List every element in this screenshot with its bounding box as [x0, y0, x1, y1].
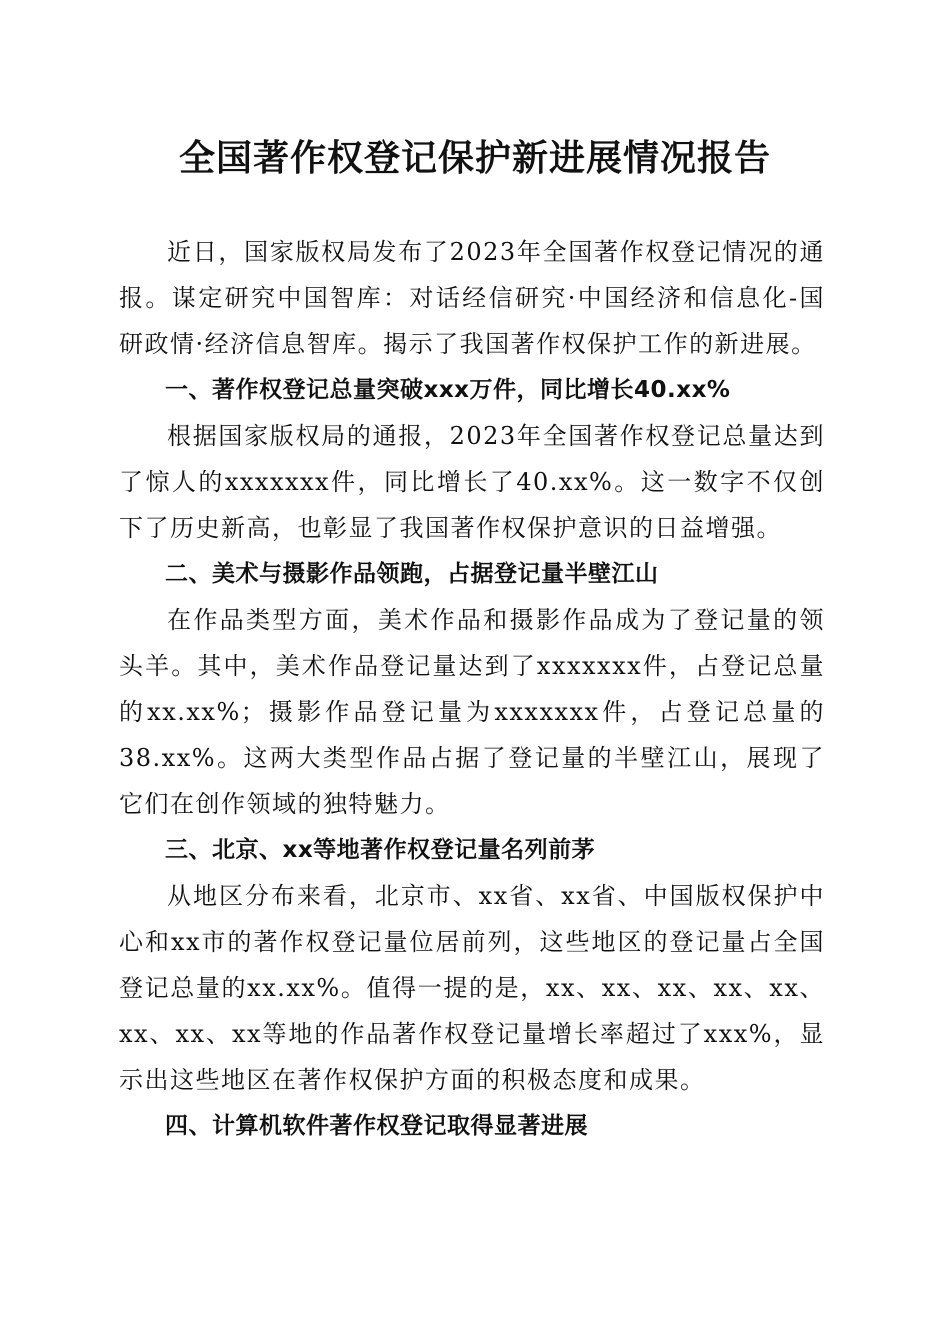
section-4-heading: 四、计算机软件著作权登记取得显著进展: [165, 1113, 588, 1139]
section-1-paragraph: 根据国家版权局的通报，2023年全国著作权登记总量达到了惊人的xxxxxxx件，同比增长了40.xx%。这一数字不仅创下了历史新高，也彰显了我国著作权保护意识的日益增强。: [119, 422, 825, 542]
document-body: [119, 229, 825, 1149]
intro-paragraph: 近日，国家版权局发布了2023年全国著作权登记情况的通报。谋定研究中国智库：对话经信研究·中国经济和信息化-国研政情·经济信息智库。揭示了我国著作权保护工作的新进展。: [119, 238, 825, 358]
section-3-heading: 三、北京、xx等地著作权登记量名列前茅: [165, 837, 596, 863]
section-1-heading: 一、著作权登记总量突破xxx万件，同比增长40.xx%: [165, 377, 731, 403]
document-title: 全国著作权登记保护新进展情况报告: [178, 137, 771, 179]
section-2-heading: 二、美术与摄影作品领跑，占据登记量半壁江山: [165, 561, 659, 587]
section-2-paragraph: 在作品类型方面，美术作品和摄影作品成为了登记量的领头羊。其中，美术作品登记量达到了xxxxxxx件，占登记总量的xx.xx%；摄影作品登记量为xxxxxxx件，占登记总量的38.xx%。这两大类型作品占据了登记量的半壁江山，展现了它们在创作领域的独特魅力。: [119, 606, 825, 818]
section-3-paragraph: 从地区分布来看，北京市、xx省、xx省、中国版权保护中心和xx市的著作权登记量位居前列，这些地区的登记量占全国登记总量的xx.xx%。值得一提的是，xx、xx、xx、xx、xx、xx、xx、xx等地的作品著作权登记量增长率超过了xxx%，显示出这些地区在著作权保护方面的积极态度和成果。: [119, 882, 825, 1094]
